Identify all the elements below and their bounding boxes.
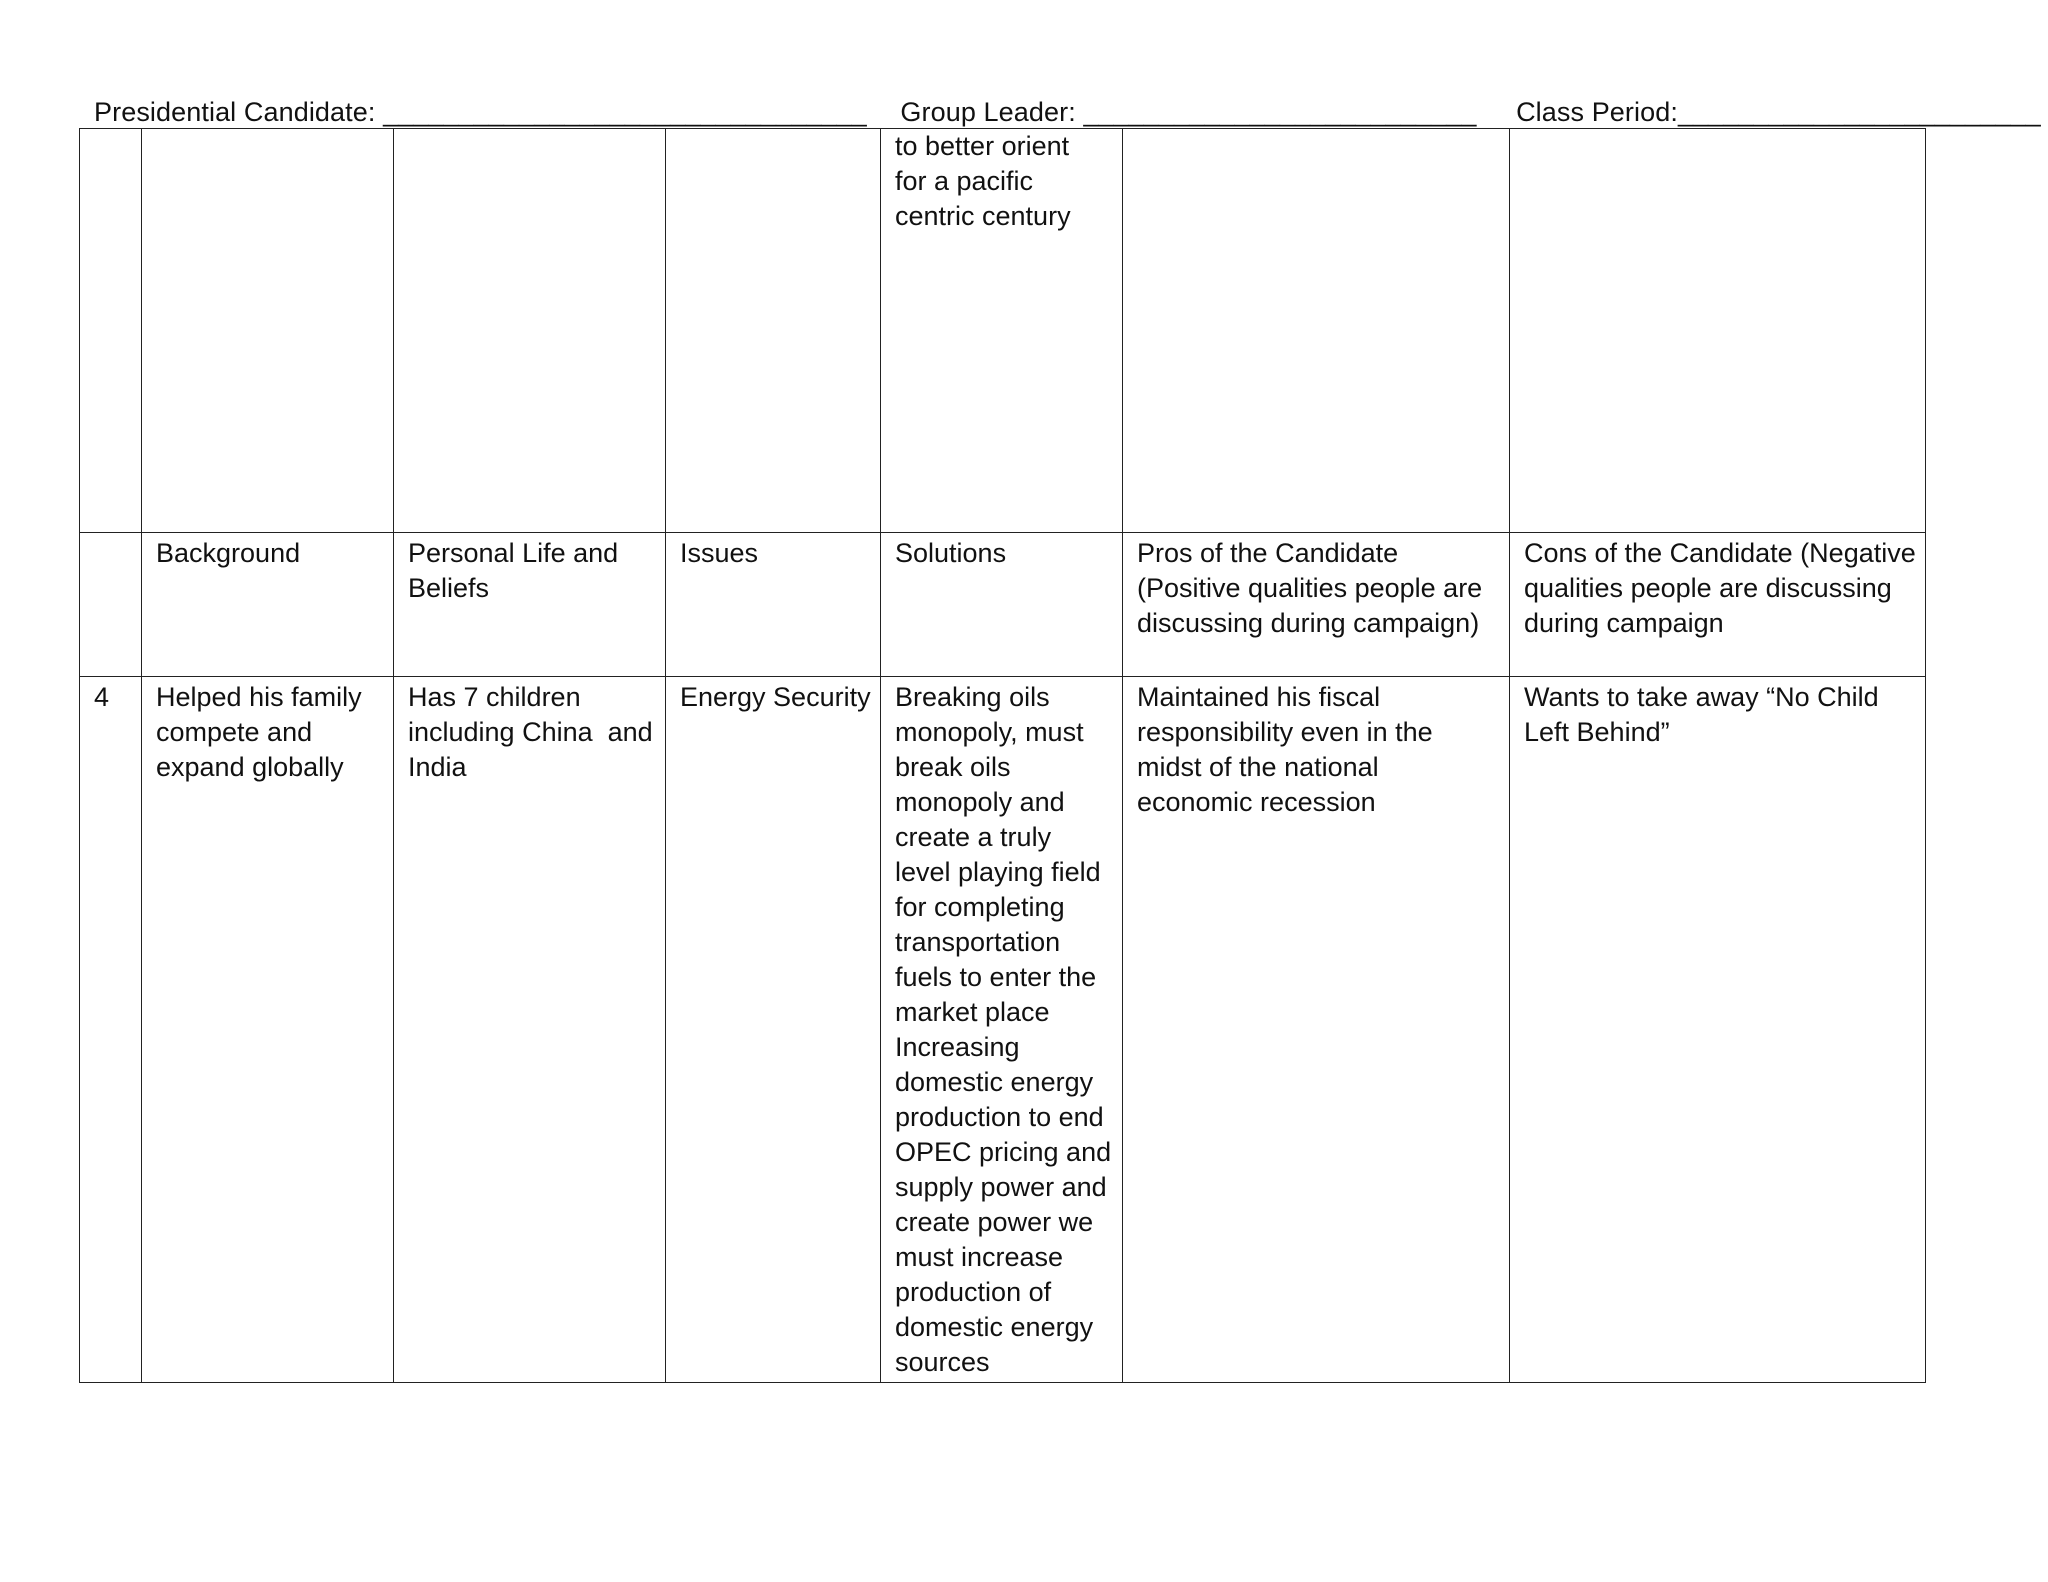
text-line: for a pacific [895, 166, 1034, 196]
issues-header [666, 533, 881, 677]
background-header [142, 533, 394, 677]
pros-cell [1123, 129, 1510, 533]
candidate-label: Presidential Candidate: [94, 97, 384, 127]
text-line: Background [156, 538, 301, 568]
group-leader-blank: __________________________ [1083, 97, 1477, 127]
text-line: including China and [408, 717, 653, 747]
row-number-header [80, 533, 142, 677]
text-line: market place [895, 997, 1050, 1027]
text-line: Cons of the Candidate (Negative [1524, 538, 1916, 568]
text-line: Maintained his fiscal [1137, 682, 1381, 712]
text-line: fuels to enter the [895, 962, 1097, 992]
text-line: Issues [680, 538, 759, 568]
text-line: Left Behind” [1524, 717, 1670, 747]
class-period-blank: ________________________ [1677, 97, 2041, 127]
text-line: expand globally [156, 752, 344, 782]
text-line: centric century [895, 201, 1071, 231]
table-row [80, 677, 1926, 1383]
text-line: Helped his family [156, 682, 362, 712]
cons-cell [1510, 129, 1926, 533]
text-line: Pros of the Candidate [1137, 538, 1399, 568]
text-line: compete and [156, 717, 313, 747]
column-header-row [80, 533, 1926, 677]
text-line: break oils [895, 752, 1011, 782]
solutions-header [881, 533, 1123, 677]
row-number-cell: 4 [80, 677, 142, 1383]
pros-cell [1123, 677, 1510, 1383]
background-cell [142, 129, 394, 533]
text-line: during campaign [1524, 608, 1724, 638]
issues-cell [666, 677, 881, 1383]
text-line: Energy Security [680, 682, 871, 712]
text-line: qualities people are discussing [1524, 573, 1892, 603]
text-line: production of [895, 1277, 1052, 1307]
text-line: Beliefs [408, 573, 490, 603]
class-period-label: Class Period: [1516, 97, 1678, 127]
text-line: for completing [895, 892, 1065, 922]
personal-header [394, 533, 666, 677]
text-line: economic recession [1137, 787, 1376, 817]
text-line: sources [895, 1347, 990, 1377]
cons-cell [1510, 677, 1926, 1383]
row-number-cell [80, 129, 142, 533]
text-line: domestic energy [895, 1067, 1094, 1097]
background-cell [142, 677, 394, 1383]
class-period-field [1516, 94, 2041, 130]
text-line: Solutions [895, 538, 1007, 568]
personal-cell [394, 677, 666, 1383]
candidate-table [79, 128, 1926, 1383]
text-line: (Positive qualities people are [1137, 573, 1483, 603]
group-leader-label: Group Leader: [900, 97, 1084, 127]
group-leader-field [900, 94, 1476, 130]
text-line: production to end [895, 1102, 1104, 1132]
text-line: domestic energy [895, 1312, 1094, 1342]
cons-header [1510, 533, 1926, 677]
text-line: Increasing [895, 1032, 1020, 1062]
text-line: Personal Life and [408, 538, 619, 568]
text-line: supply power and [895, 1172, 1107, 1202]
personal-cell [394, 129, 666, 533]
text-line: Wants to take away “No Child [1524, 682, 1879, 712]
candidate-blank: ________________________________ [383, 97, 867, 127]
text-line: Breaking oils [895, 682, 1050, 712]
issues-cell [666, 129, 881, 533]
text-line: midst of the national [1137, 752, 1379, 782]
solutions-cell [881, 677, 1123, 1383]
worksheet-header [94, 94, 2041, 130]
text-line: level playing field [895, 857, 1101, 887]
text-line: monopoly and [895, 787, 1065, 817]
text-line: India [408, 752, 467, 782]
pros-header [1123, 533, 1510, 677]
text-line: to better orient [895, 131, 1070, 161]
text-line: transportation [895, 927, 1061, 957]
text-line: Has 7 children [408, 682, 581, 712]
text-line: OPEC pricing and [895, 1137, 1112, 1167]
text-line: create a truly [895, 822, 1052, 852]
text-line: discussing during campaign) [1137, 608, 1480, 638]
text-line: create power we [895, 1207, 1094, 1237]
text-line: must increase [895, 1242, 1064, 1272]
text-line: monopoly, must [895, 717, 1084, 747]
solutions-cell [881, 129, 1123, 533]
text-line: responsibility even in the [1137, 717, 1433, 747]
table-row [80, 129, 1926, 533]
